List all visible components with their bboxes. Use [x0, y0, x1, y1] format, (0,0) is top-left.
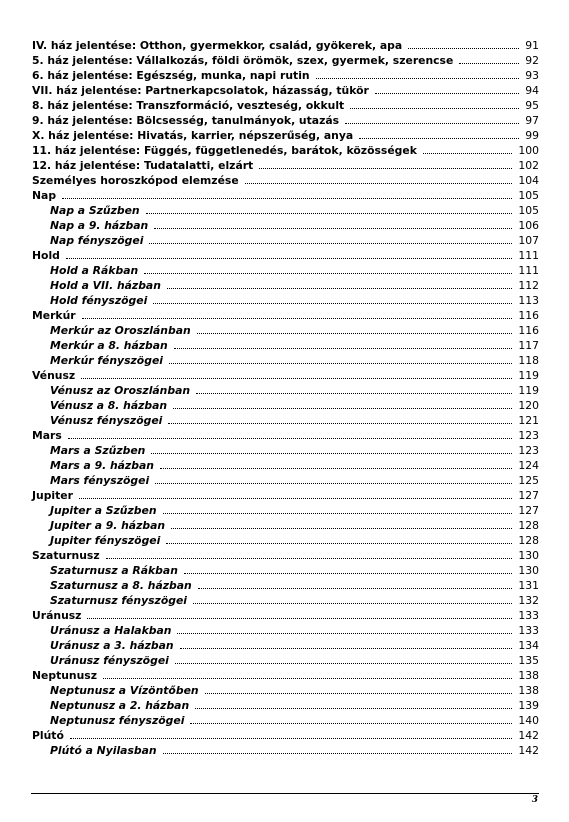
dot-leader	[190, 723, 512, 724]
dot-leader	[154, 228, 512, 229]
toc-entry-page: 97	[525, 114, 539, 127]
toc-subentry[interactable]	[32, 592, 539, 607]
dot-leader	[359, 138, 519, 139]
dot-leader	[79, 498, 512, 499]
dot-leader	[149, 243, 512, 244]
toc-entry-page: 123	[518, 429, 539, 442]
dot-leader	[195, 708, 512, 709]
toc-entry-page: 111	[518, 249, 539, 262]
toc-entry-page: 125	[518, 474, 539, 487]
toc-entry-title: Hold a Rákban	[50, 264, 139, 277]
page-number: 3	[531, 795, 538, 805]
toc-entry-title: 12. ház jelentése: Tudatalatti, elzárt	[32, 159, 254, 172]
table-of-contents	[32, 37, 539, 757]
toc-entry-title: Nap a Szűzben	[50, 204, 140, 217]
toc-entry-title: Jupiter a Szűzben	[50, 504, 157, 517]
toc-entry[interactable]	[32, 427, 539, 442]
toc-subentry[interactable]	[32, 652, 539, 667]
toc-entry-title: Merkúr	[32, 309, 76, 322]
toc-subentry[interactable]	[32, 562, 539, 577]
toc-subentry[interactable]	[32, 382, 539, 397]
dot-leader	[82, 318, 513, 319]
toc-entry-title: Plútó a Nyilasban	[50, 744, 157, 757]
toc-entry-page: 130	[518, 549, 539, 562]
dot-leader	[184, 573, 513, 574]
toc-entry-title: Uránusz	[32, 609, 82, 622]
toc-entry-title: 11. ház jelentése: Függés, függetlenedés, barátok, közösségek	[32, 144, 417, 157]
toc-entry-page: 105	[518, 189, 539, 202]
toc-entry-page: 123	[518, 444, 539, 457]
footer-rule	[31, 793, 539, 794]
dot-leader	[171, 528, 512, 529]
dot-leader	[103, 678, 512, 679]
toc-entry-title: Jupiter	[32, 489, 73, 502]
dot-leader	[180, 648, 513, 649]
dot-leader	[205, 693, 513, 694]
toc-subentry[interactable]	[32, 442, 539, 457]
toc-entry-page: 117	[518, 339, 539, 352]
toc-entry[interactable]	[32, 52, 539, 67]
toc-entry-page: 134	[518, 639, 539, 652]
dot-leader	[151, 453, 512, 454]
toc-entry-page: 127	[518, 504, 539, 517]
dot-leader	[160, 468, 512, 469]
toc-entry-page: 105	[518, 204, 539, 217]
dot-leader	[169, 363, 512, 364]
dot-leader	[350, 108, 519, 109]
dot-leader	[163, 513, 513, 514]
toc-entry-title: Vénusz	[32, 369, 76, 382]
toc-subentry[interactable]	[32, 457, 539, 472]
dot-leader	[174, 348, 513, 349]
dot-leader	[81, 378, 512, 379]
toc-entry[interactable]	[32, 247, 539, 262]
toc-entry-page: 107	[518, 234, 539, 247]
dot-leader	[167, 288, 512, 289]
dot-leader	[163, 753, 513, 754]
toc-entry-title: X. ház jelentése: Hivatás, karrier, népszerűség, anya	[32, 129, 354, 142]
toc-entry-page: 95	[525, 99, 539, 112]
toc-entry-title: IV. ház jelentése: Otthon, gyermekkor, család, gyökerek, apa	[32, 39, 403, 52]
toc-entry-title: Plútó	[32, 729, 64, 742]
toc-entry-title: Merkúr fényszögei	[50, 354, 163, 367]
toc-entry-page: 102	[518, 159, 539, 172]
toc-entry[interactable]	[32, 97, 539, 112]
toc-entry-page: 120	[518, 399, 539, 412]
toc-subentry[interactable]	[32, 292, 539, 307]
toc-entry-page: 104	[518, 174, 539, 187]
toc-entry-page: 139	[518, 699, 539, 712]
toc-subentry[interactable]	[32, 502, 539, 517]
toc-subentry[interactable]	[32, 682, 539, 697]
toc-entry-page: 99	[525, 129, 539, 142]
toc-entry-title: Mars a Szűzben	[50, 444, 146, 457]
toc-entry-page: 133	[518, 624, 539, 637]
toc-entry[interactable]	[32, 547, 539, 562]
toc-entry-title: Neptunusz fényszögei	[50, 714, 185, 727]
dot-leader	[70, 738, 513, 739]
toc-entry[interactable]	[32, 187, 539, 202]
toc-entry-page: 94	[525, 84, 539, 97]
toc-subentry[interactable]	[32, 322, 539, 337]
toc-entry[interactable]	[32, 367, 539, 382]
toc-entry-page: 113	[518, 294, 539, 307]
toc-entry[interactable]	[32, 607, 539, 622]
dot-leader	[173, 408, 512, 409]
toc-entry[interactable]	[32, 172, 539, 187]
toc-entry-title: Szaturnusz a 8. házban	[50, 579, 192, 592]
toc-entry-title: Hold	[32, 249, 60, 262]
toc-entry-title: Vénusz fényszögei	[50, 414, 163, 427]
toc-entry-page: 91	[525, 39, 539, 52]
toc-entry-title: Nap fényszögei	[50, 234, 144, 247]
toc-entry-page: 124	[518, 459, 539, 472]
toc-subentry[interactable]	[32, 622, 539, 637]
toc-entry[interactable]	[32, 67, 539, 82]
toc-subentry[interactable]	[32, 712, 539, 727]
dot-leader	[423, 153, 512, 154]
toc-entry-title: Vénusz a 8. házban	[50, 399, 168, 412]
toc-entry-title: Jupiter fényszögei	[50, 534, 161, 547]
toc-entry-title: Merkúr a 8. házban	[50, 339, 168, 352]
toc-entry[interactable]	[32, 307, 539, 322]
toc-subentry[interactable]	[32, 577, 539, 592]
toc-entry-title: Mars	[32, 429, 62, 442]
toc-entry-title: Uránusz a 3. házban	[50, 639, 174, 652]
toc-entry-page: 116	[518, 309, 539, 322]
toc-entry-page: 130	[518, 564, 539, 577]
toc-entry[interactable]	[32, 667, 539, 682]
toc-entry-page: 121	[518, 414, 539, 427]
toc-subentry[interactable]	[32, 412, 539, 427]
toc-subentry[interactable]	[32, 217, 539, 232]
toc-entry-title: Neptunusz	[32, 669, 98, 682]
toc-subentry[interactable]	[32, 277, 539, 292]
toc-entry-page: 119	[518, 369, 539, 382]
toc-entry-page: 138	[518, 669, 539, 682]
toc-entry-page: 116	[518, 324, 539, 337]
toc-subentry[interactable]	[32, 742, 539, 757]
dot-leader	[146, 213, 513, 214]
toc-entry-page: 100	[518, 144, 539, 157]
dot-leader	[66, 258, 513, 259]
toc-entry-title: Személyes horoszkópod elemzése	[32, 174, 239, 187]
dot-leader	[106, 558, 513, 559]
toc-entry-page: 135	[518, 654, 539, 667]
toc-entry-page: 92	[525, 54, 539, 67]
toc-entry-page: 127	[518, 489, 539, 502]
toc-entry[interactable]	[32, 142, 539, 157]
toc-entry[interactable]	[32, 127, 539, 142]
toc-subentry[interactable]	[32, 397, 539, 412]
toc-subentry[interactable]	[32, 517, 539, 532]
toc-entry-page: 131	[518, 579, 539, 592]
dot-leader	[408, 48, 519, 49]
toc-subentry[interactable]	[32, 232, 539, 247]
toc-entry-title: 5. ház jelentése: Vállalkozás, földi örömök, szex, gyermek, szerencse	[32, 54, 454, 67]
toc-entry-title: 6. ház jelentése: Egészség, munka, napi rutin	[32, 69, 310, 82]
toc-entry-page: 119	[518, 384, 539, 397]
toc-entry-title: Szaturnusz	[32, 549, 100, 562]
toc-entry[interactable]	[32, 487, 539, 502]
dot-leader	[459, 63, 519, 64]
toc-entry-page: 132	[518, 594, 539, 607]
toc-subentry[interactable]	[32, 352, 539, 367]
toc-entry-page: 111	[518, 264, 539, 277]
toc-entry[interactable]	[32, 82, 539, 97]
toc-entry-page: 133	[518, 609, 539, 622]
toc-entry-title: Uránusz a Halakban	[50, 624, 172, 637]
dot-leader	[175, 663, 513, 664]
toc-entry-title: Mars a 9. házban	[50, 459, 154, 472]
toc-entry-title: Jupiter a 9. házban	[50, 519, 166, 532]
toc-entry[interactable]	[32, 37, 539, 52]
toc-subentry[interactable]	[32, 337, 539, 352]
toc-entry-title: 9. ház jelentése: Bölcsesség, tanulmányok, utazás	[32, 114, 340, 127]
toc-entry-title: Neptunusz a Vízöntőben	[50, 684, 199, 697]
toc-entry-page: 106	[518, 219, 539, 232]
dot-leader	[87, 618, 512, 619]
toc-subentry[interactable]	[32, 472, 539, 487]
toc-subentry[interactable]	[32, 637, 539, 652]
dot-leader	[177, 633, 512, 634]
toc-entry-title: Nap a 9. házban	[50, 219, 149, 232]
toc-entry-title: Szaturnusz a Rákban	[50, 564, 178, 577]
dot-leader	[196, 393, 512, 394]
toc-subentry[interactable]	[32, 697, 539, 712]
toc-entry-page: 112	[518, 279, 539, 292]
toc-entry-title: Hold fényszögei	[50, 294, 148, 307]
toc-entry-title: Merkúr az Oroszlánban	[50, 324, 191, 337]
toc-entry-title: VII. ház jelentése: Partnerkapcsolatok, házasság, tükör	[32, 84, 369, 97]
dot-leader	[166, 543, 512, 544]
toc-entry[interactable]	[32, 727, 539, 742]
dot-leader	[198, 588, 513, 589]
toc-entry-page: 128	[518, 534, 539, 547]
toc-entry-title: Hold a VII. házban	[50, 279, 161, 292]
toc-entry-title: 8. ház jelentése: Transzformáció, veszteség, okkult	[32, 99, 345, 112]
dot-leader	[197, 333, 513, 334]
dot-leader	[193, 603, 512, 604]
toc-subentry[interactable]	[32, 262, 539, 277]
toc-entry-page: 142	[518, 744, 539, 757]
toc-entry-title: Nap	[32, 189, 57, 202]
dot-leader	[259, 168, 512, 169]
dot-leader	[375, 93, 519, 94]
toc-entry-page: 140	[518, 714, 539, 727]
toc-entry-page: 128	[518, 519, 539, 532]
dot-leader	[155, 483, 512, 484]
toc-entry-title: Szaturnusz fényszögei	[50, 594, 187, 607]
toc-entry-title: Mars fényszögei	[50, 474, 150, 487]
toc-subentry[interactable]	[32, 532, 539, 547]
toc-entry-page: 93	[525, 69, 539, 82]
dot-leader	[153, 303, 512, 304]
dot-leader	[345, 123, 519, 124]
dot-leader	[144, 273, 512, 274]
toc-entry[interactable]	[32, 157, 539, 172]
toc-entry-title: Neptunusz a 2. házban	[50, 699, 190, 712]
toc-entry-page: 142	[518, 729, 539, 742]
dot-leader	[68, 438, 513, 439]
toc-entry[interactable]	[32, 112, 539, 127]
toc-subentry[interactable]	[32, 202, 539, 217]
toc-entry-page: 118	[518, 354, 539, 367]
toc-entry-title: Vénusz az Oroszlánban	[50, 384, 191, 397]
dot-leader	[168, 423, 512, 424]
dot-leader	[62, 198, 512, 199]
dot-leader	[316, 78, 520, 79]
toc-entry-page: 138	[518, 684, 539, 697]
dot-leader	[245, 183, 513, 184]
toc-entry-title: Uránusz fényszögei	[50, 654, 169, 667]
